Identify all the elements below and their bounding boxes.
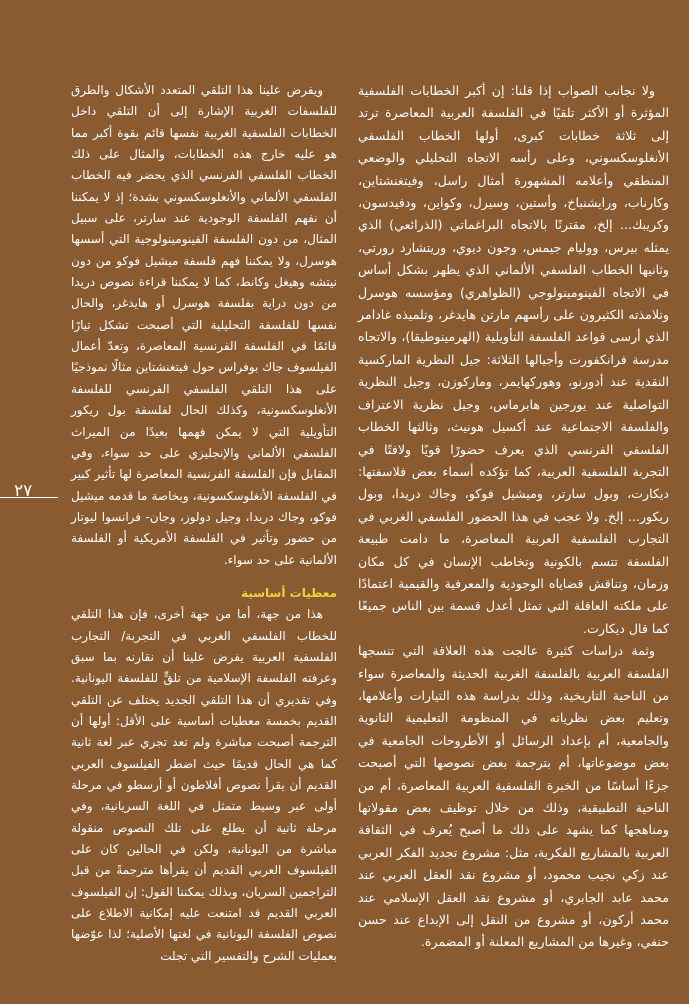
paragraph: وثمة دراسات كثيرة عالجت هذه العلاقة التي تنسجها الفلسفة العربية بالفلسفة الغربية الحديثة والمعاصرة سواء من الناحية التاريخية، وذلك بدراسة هذه التيارات وأعلامها، وتعليم بعض نظرياته في المنظومة التعليمية الثانوية والجامعية، أم بإعداد الرسائل أو الأطروحات الجامعية في بعض موضوعاتها، أم بترجمة بعض نصوصها التي أصبحت جزءًا أساسًا من الخبرة الفلسفية العربية المعاصرة، أم من الناحية التطبيقية، وذلك من خلال توظيف بعض مقولاتها ومناهجها كما يشهد على ذلك ما أصبح يُعرف في الثقافة العربية بالمشاريع الفكرية، مثل: مشروع تجديد الفكر العربي عند زكي نجيب محمود، أو مشروع نقد العقل العربي عند محمد عابد الجابري، أو مشروع نقد العقل الإسلامي عند محمد أركون، أو مشروع من النقل إلى الإبداع عند حسن حنفي، وغيرها من المشاريع المعلنة أو المضمرة. [358, 643, 669, 950]
article-column-left [71, 80, 337, 967]
section-heading: معطيات أساسية [241, 585, 337, 600]
article-column-right [358, 80, 669, 954]
paragraph: هذا من جهة، أما من جهة أخرى، فإن هذا التلقي للخطاب الفلسفي الغربي في التجربة/ التجارب الفلسفية العربية يفرض علينا أن نقارنه بما سبق وعرفته الفلسفة الإسلامية من تلقٍّ للفلسفة اليونانية. وفي تقديري أن هذا التلقي الجديد يختلف عن التلقي القديم بخمسة معطيات أساسية على الأقل: أولها أن الترجمة أصبحت مباشرة ولم تعد تجري عبر لغة ثانية كما هي الحال قديمًا حيث اضطر الفيلسوف العربي القديم أن يقرأ نصوص أفلاطون أو أرسطو في مرحلة أولى عبر وسيط متمثل في اللغة السريانية، وفي مرحلة ثانية أن يطلع على تلك النصوص منقولة مباشرة من اليونانية، ولكن في الحالين كان على الفيلسوف العربي القديم أن يقرأها مترجمةً من قبل التراجمين السريان، وبذلك يمكننا القول: إن الفيلسوف العربي القديم قد امتنعت عليه إمكانية الاطلاع على نصوص الفلسفة اليونانية في لغتها الأصلية؛ لذا عوّضها بعمليات الشرح والتفسير التي تجلت [71, 607, 337, 963]
paragraph: ويفرض علينا هذا التلقي المتعدد الأشكال والطرق للفلسفات الغربية الإشارة إلى أن التلقي داخل الخطابات الفلسفية الغربية نفسها قائم بقوة أكبر مما هو عليه خارج هذه الخطابات، والمثال على ذلك الخطاب الفلسفي الفرنسي الذي يحضر فيه الخطاب الفلسفي الألماني والأنغلوسكسوني بشدة؛ إذ لا يمكننا أن نفهم الفلسفة الوجودية عند سارتر، على سبيل المثال، من دون الفلسفة الفينومينولوجية التي أسسها هوسرل، ولا يمكننا فهم فلسفة ميشيل فوكو من دون نيتشه وهيغل وكانط، كما لا يمكننا قراءة نصوص دريدا من دون دراية بفلسفة هوسرل أو هايدغر، والحال نفسها للفلسفة التحليلية التي أصبحت تشكل تيارًا قائمًا في الفلسفة الفرنسية المعاصرة، وتعدّ أعمال الفيلسوف جاك بوفراس حول فيتغنشتاين مثالًا نموذجيًا على هذا التلقي الفلسفي الفرنسي للفلسفة الأنغلوسكسونية، وكذلك الحال لفلسفة بول ريكور التأويلية التي لا يمكن فهمها بعيدًا من الميراث الفلسفي الألماني والإنجليزي على حد سواء، وفي المقابل فإن الفلسفة الفرنسية المعاصرة لها تأثير كبير في الفلسفة الأنغلوسكسونية، وبخاصة ما قدمه ميشيل فوكو، وجاك دريدا، وجيل دولوز، وجان- فرانسوا ليوتار من حضور وتأثير في الفلسفة الأمريكية أو الفلسفة الألمانية على حد سواء. [71, 83, 337, 567]
page-number: ٢٧ [14, 481, 33, 501]
paragraph: ولا نجانب الصواب إذا قلنا: إن أكبر الخطابات الفلسفية المؤثرة أو الأكثر تلقيًا في الفلسفة العربية المعاصرة ترتد إلى ثلاثة خطابات كبرى، أولها الخطاب الفلسفي الأنغلوسكسوني، وعلى رأسه الاتجاه التحليلي والوضعي المنطقي وأعلامه المشهورة أمثال راسل، وفيتغنشتاين، وكارناب، ورايشنباخ، وأستين، وسيرل، وكواين، ودفيدسون، وكريبك... إلخ، مقترنًا بالاتجاه البراغماتي (الذرائعي) الذي يمثله بيرس، ووليام جيمس، وجون ديوي، وريتشارد رورتي، وثانيها الخطاب الفلسفي الألماني الذي يظهر بشكل أساس في الاتجاه الفينومينولوجي (الظواهري) ومؤسسه هوسرل وتلامذته الكثيرون على رأسهم مارتن هايدغر، وتلميذه غادامر الذي أرسى قواعد الفلسفة التأويلية (الهرمينوطيقا)، والاتجاه مدرسة فرانكفورت وأجيالها الثلاثة: جيل النظرية الماركسية النقدية عند أدورنو، وهوركهايمر، وماركوزن، وجيل النظرية التواصلية عند يورجين هابرماس، وجيل نظرية الاعتراف والفلسفة الاجتماعية عند أكسيل هونيث، وثالثها الخطاب الفلسفي الفرنسي الذي يعرف حضورًا قويًا ولافتًا في التجربة الفلسفية العربية، كما تؤكده أسماء بعض فلاسفتها: ديكارت، وبول سارتر، وميشيل فوكو، وجاك دريدا، وبول ريكور... إلخ. ولا عجب في هذا الحضور الفلسفي الغربي في التجارب الفلسفية العربية المعاصرة، ما دامت طبيعة الفلسفة تتسم بالكونية وتخاطب الإنسان في كل مكان وزمان، وتناقش قضاياه الوجودية والمعرفية والقيمية اعتمادًا على ملكته العاقلة التي تمثل أعدل قسمة بين الناس جميعًا كما قال ديكارت. [358, 83, 669, 636]
